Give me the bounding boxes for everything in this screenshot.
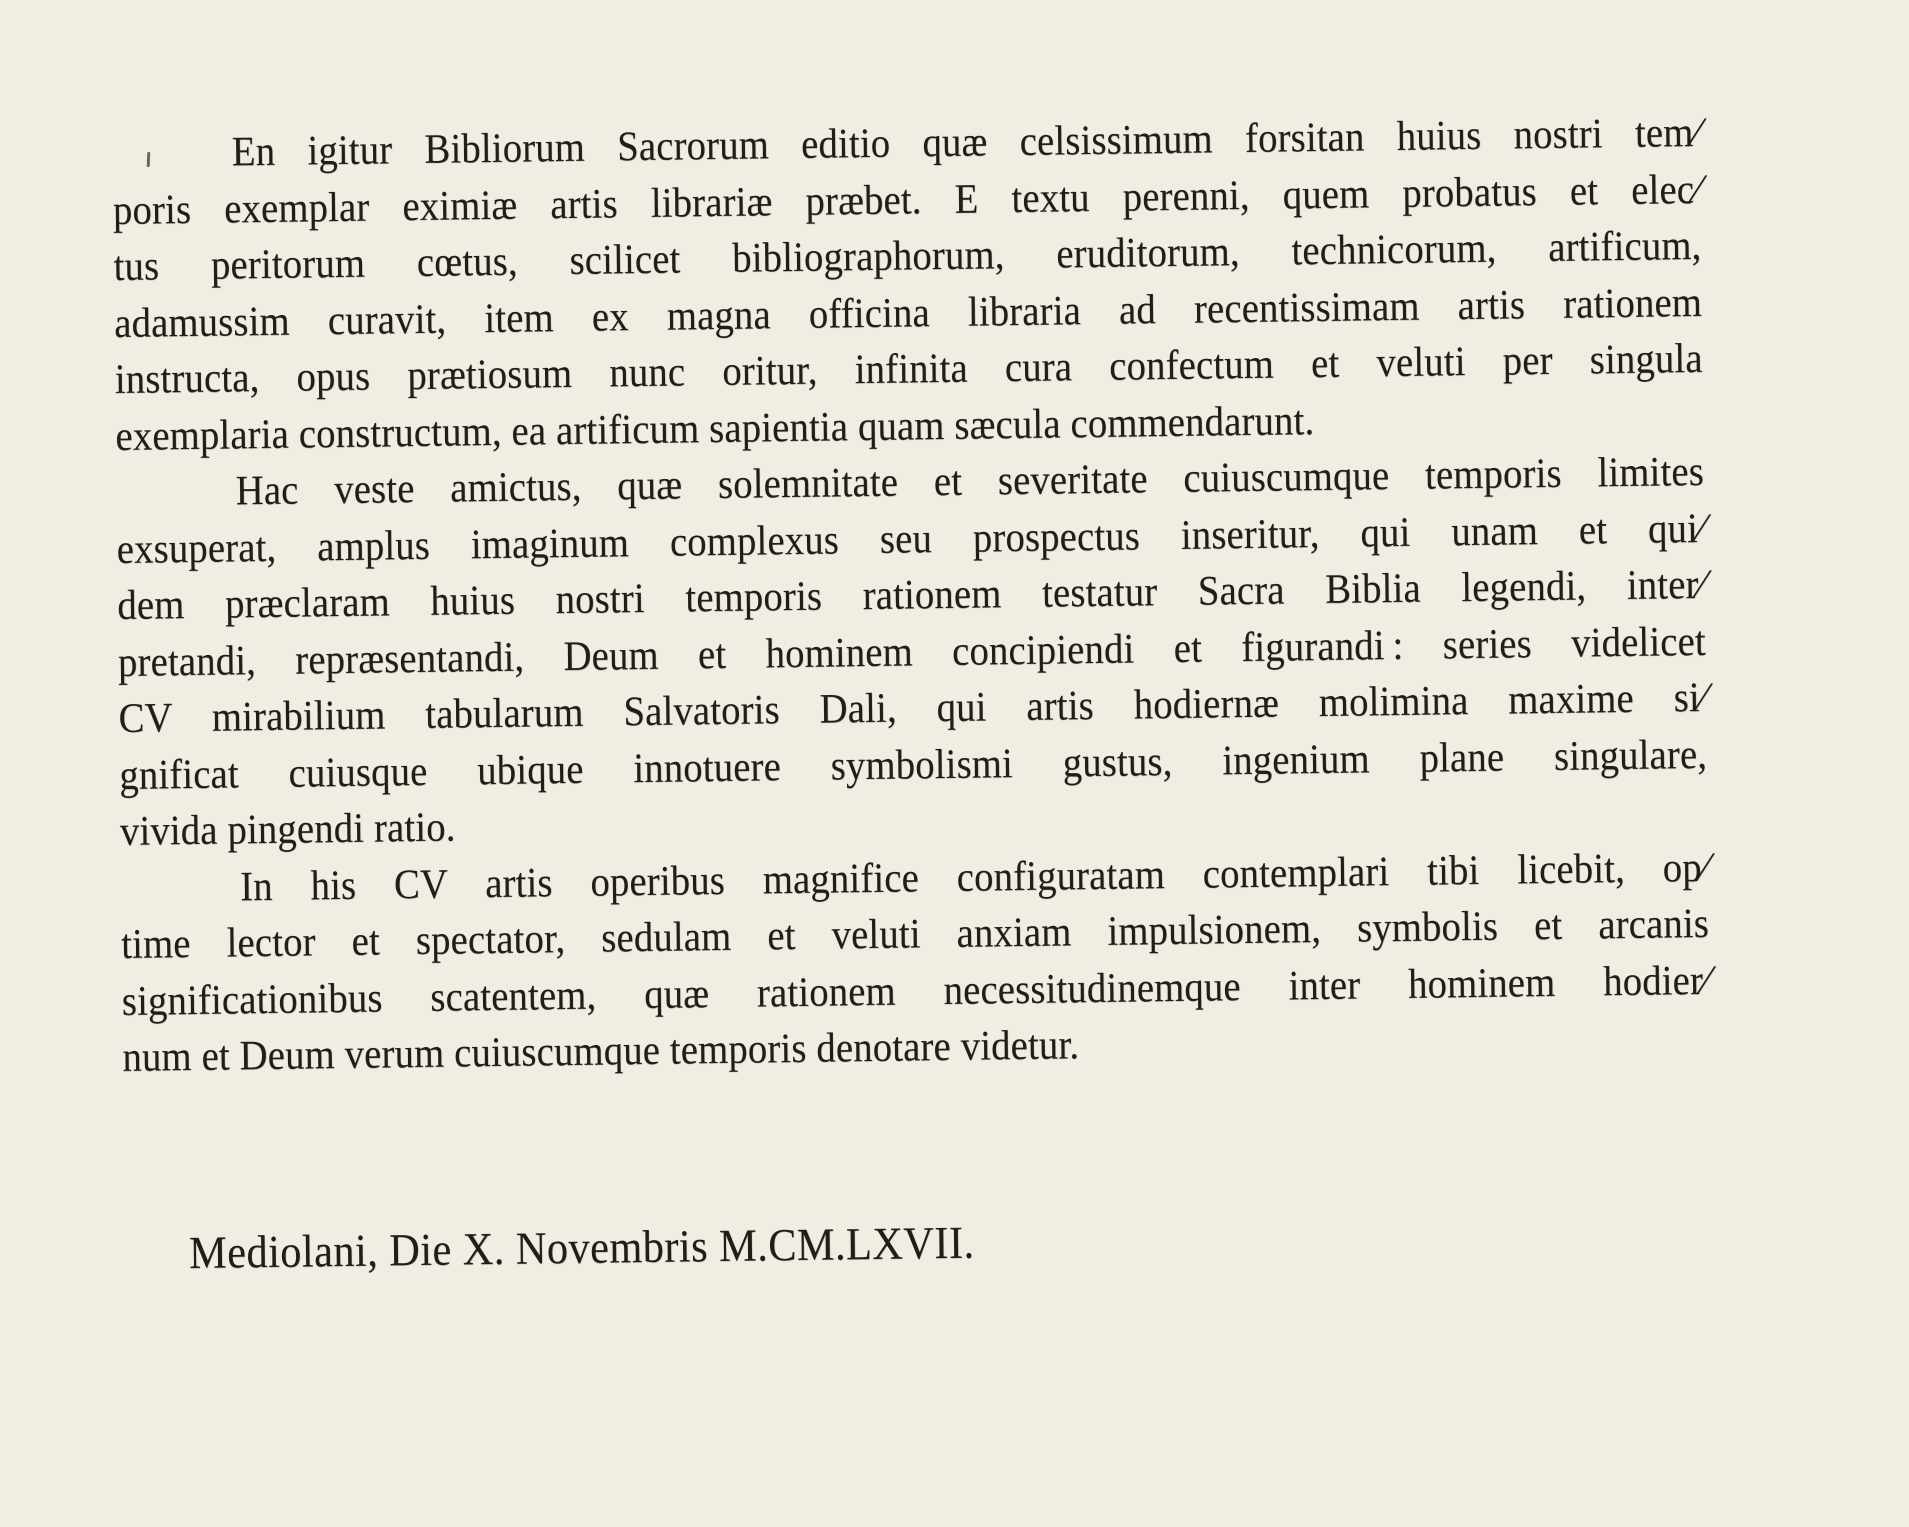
text-line: instructa, opus prætiosum nunc oritur, infinita cura confectum et veluti per singula: [114, 335, 1703, 403]
paragraph: [120, 839, 1710, 1086]
text-line: En igitur Bibliorum Sacrorum editio quæ celsissimum forsitan huius nostri tem⁄: [231, 109, 1701, 176]
text-line: exsuperat, amplus imaginum complexus seu prospectus inseritur, qui unam et qui⁄: [116, 505, 1705, 573]
text-line: num et Deum verum cuiuscumque temporis denotare videtur.: [122, 1022, 1080, 1081]
text-block: [112, 105, 1713, 1283]
text-line: adamussim curavit, item ex magna officina libraria ad recentissimam artis rationem: [113, 279, 1703, 347]
text-line: vivida pingendi ratio.: [119, 804, 456, 855]
text-line: dem præclaram huius nostri temporis rationem testatur Sacra Biblia legendi, inter⁄: [117, 561, 1706, 629]
text-line: exemplaria constructum, ea artificum sapientia quam sæcula commendarunt.: [115, 397, 1315, 460]
dateline: Mediolani, Die X. Novembris M.CM.LXVII.: [188, 1216, 975, 1278]
text-line: CV mirabilium tabularum Salvatoris Dali, qui artis hodiernæ molimina maxime si⁄: [118, 674, 1707, 742]
text-line: significationibus scatentem, quæ rationem necessitudinemque inter hominem hodier⁄: [121, 957, 1710, 1025]
text-line: tus peritorum cœtus, scilicet bibliographorum, eruditorum, technicorum, artificum,: [113, 222, 1702, 290]
text-line: gnificat cuiusque ubique innotuere symbolismi gustus, ingenium plane singulare,: [119, 731, 1708, 799]
text-line: In his CV artis operibus magnifice configuratam contemplari tibi licebit, op⁄: [239, 844, 1709, 910]
text-line: pretandi, repræsentandi, Deum et hominem concipiendi et figurandi : series videlicet: [117, 618, 1707, 686]
text-line: poris exemplar eximiæ artis librariæ præbet. E textu perenni, quem probatus et elec⁄: [112, 166, 1702, 234]
text-line: Hac veste amictus, quæ solemnitate et severitate cuiuscumque temporis limites: [235, 448, 1705, 515]
paragraph: [116, 444, 1708, 861]
body-paragraphs: [112, 105, 1711, 1087]
paragraph: [112, 105, 1704, 465]
text-line: time lector et spectator, sedulam et veluti anxiam impulsionem, symbolis et arcanis: [120, 900, 1710, 968]
